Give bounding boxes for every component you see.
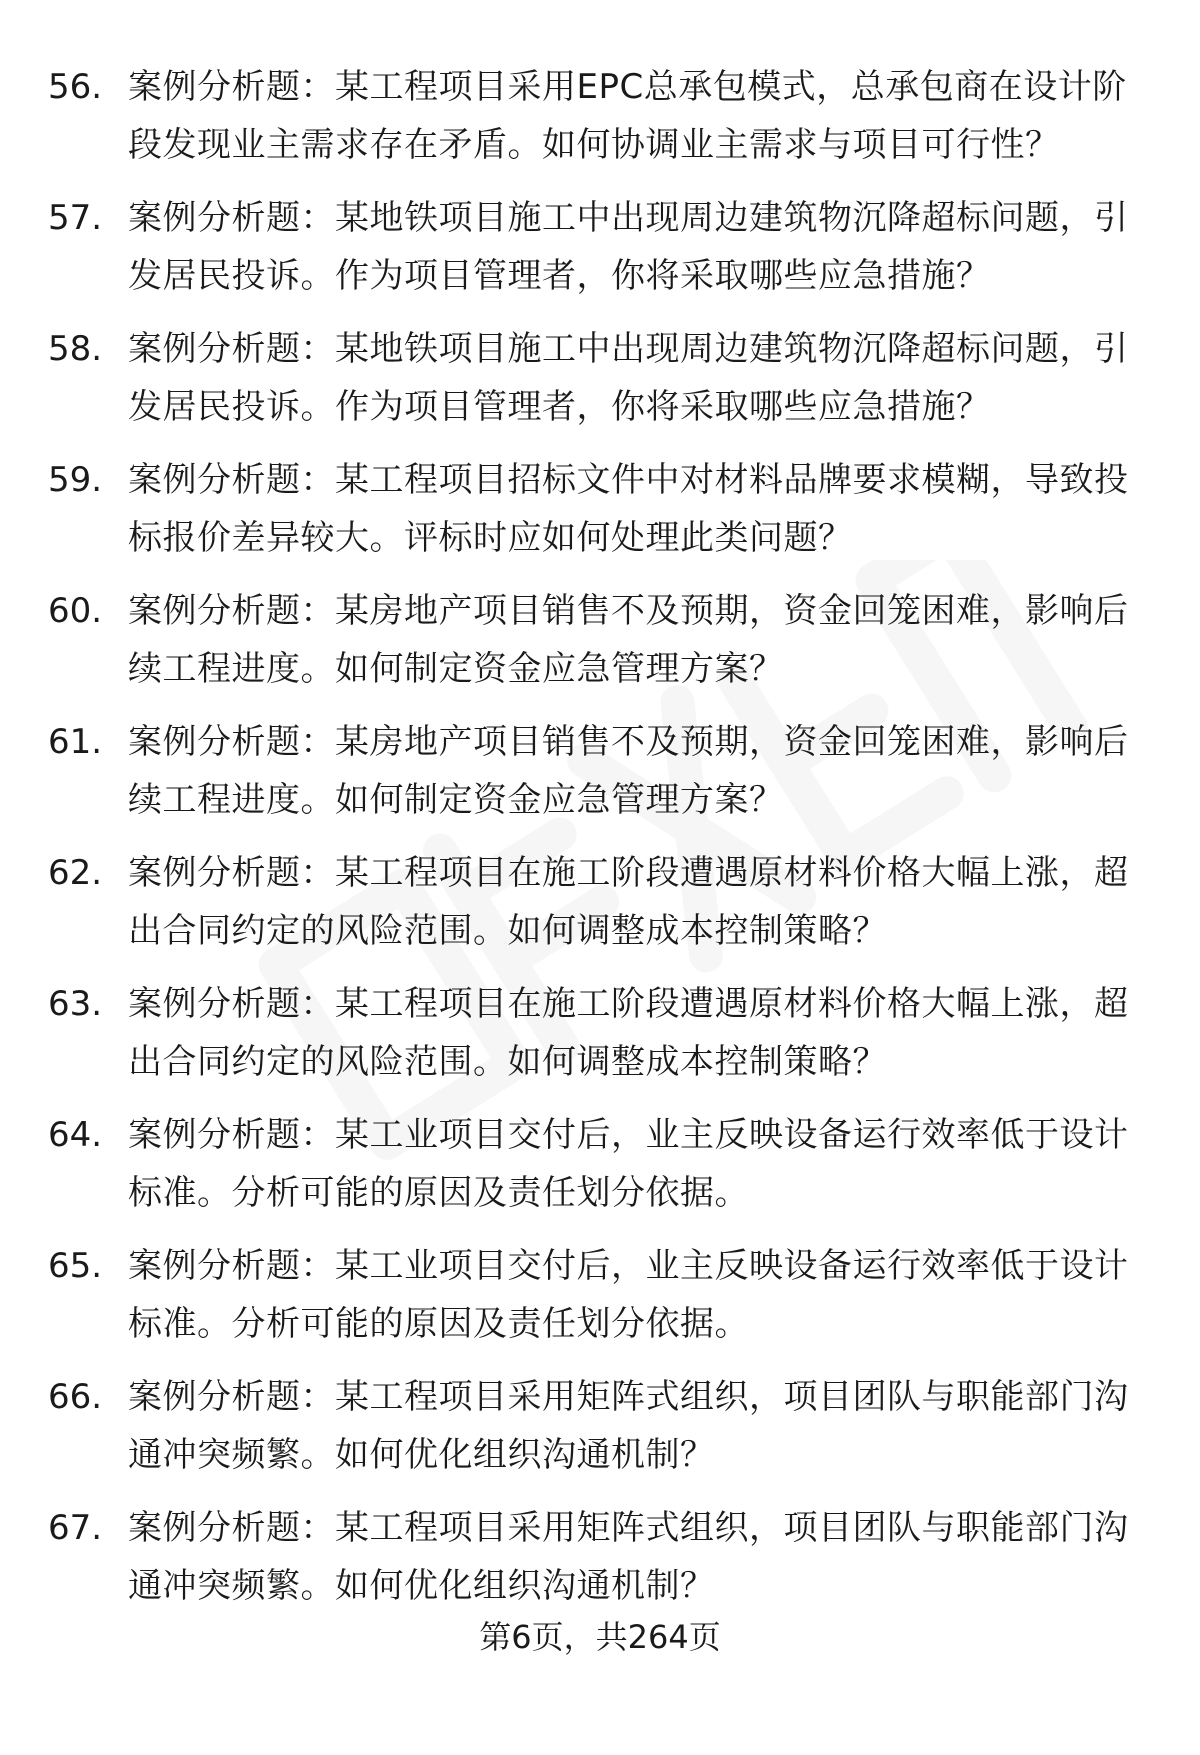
question-number: 57. [48,198,103,238]
question-number: 66. [48,1377,103,1417]
question-text: 案例分析题：某地铁项目施工中出现周边建筑物沉降超标问题，引发居民投诉。作为项目管理者，你将采取哪些应急措施？ [128,198,1129,296]
question-number: 58. [48,329,103,369]
question-number: 59. [48,460,103,500]
question-item [48,844,1158,975]
question-text: 案例分析题：某工程项目在施工阶段遭遇原材料价格大幅上涨，超出合同约定的风险范围。如何调整成本控制策略？ [128,853,1129,951]
question-item [48,58,1158,189]
question-number: 63. [48,984,103,1024]
question-item [48,1106,1158,1237]
question-item [48,320,1158,451]
question-text: 案例分析题：某工业项目交付后，业主反映设备运行效率低于设计标准。分析可能的原因及责任划分依据。 [128,1246,1129,1344]
question-list [48,58,1158,1630]
question-text: 案例分析题：某工程项目在施工阶段遭遇原材料价格大幅上涨，超出合同约定的风险范围。如何调整成本控制策略？ [128,984,1129,1082]
question-text: 案例分析题：某工程项目采用矩阵式组织，项目团队与职能部门沟通冲突频繁。如何优化组织沟通机制？ [128,1377,1129,1475]
question-item [48,1368,1158,1499]
question-text: 案例分析题：某工业项目交付后，业主反映设备运行效率低于设计标准。分析可能的原因及责任划分依据。 [128,1115,1129,1213]
question-text: 案例分析题：某房地产项目销售不及预期，资金回笼困难，影响后续工程进度。如何制定资金应急管理方案？ [128,722,1129,820]
question-number: 64. [48,1115,103,1155]
question-item [48,451,1158,582]
question-text: 案例分析题：某房地产项目销售不及预期，资金回笼困难，影响后续工程进度。如何制定资金应急管理方案？ [128,591,1129,689]
question-number: 65. [48,1246,103,1286]
question-text: 案例分析题：某工程项目招标文件中对材料品牌要求模糊，导致投标报价差异较大。评标时应如何处理此类问题？ [128,460,1129,558]
question-item [48,189,1158,320]
question-text: 案例分析题：某工程项目采用矩阵式组织，项目团队与职能部门沟通冲突频繁。如何优化组织沟通机制？ [128,1508,1129,1606]
question-number: 62. [48,853,103,893]
question-number: 61. [48,722,103,762]
question-number: 60. [48,591,103,631]
question-item [48,582,1158,713]
question-text: 案例分析题：某工程项目采用EPC总承包模式，总承包商在设计阶段发现业主需求存在矛盾。如何协调业主需求与项目可行性？ [128,67,1127,165]
question-item [48,1499,1158,1630]
question-number: 67. [48,1508,103,1548]
question-item [48,713,1158,844]
question-text: 案例分析题：某地铁项目施工中出现周边建筑物沉降超标问题，引发居民投诉。作为项目管理者，你将采取哪些应急措施？ [128,329,1129,427]
question-item [48,1237,1158,1368]
question-item [48,975,1158,1106]
question-number: 56. [48,67,103,107]
page-number: 第6页，共264页 [479,1618,721,1656]
